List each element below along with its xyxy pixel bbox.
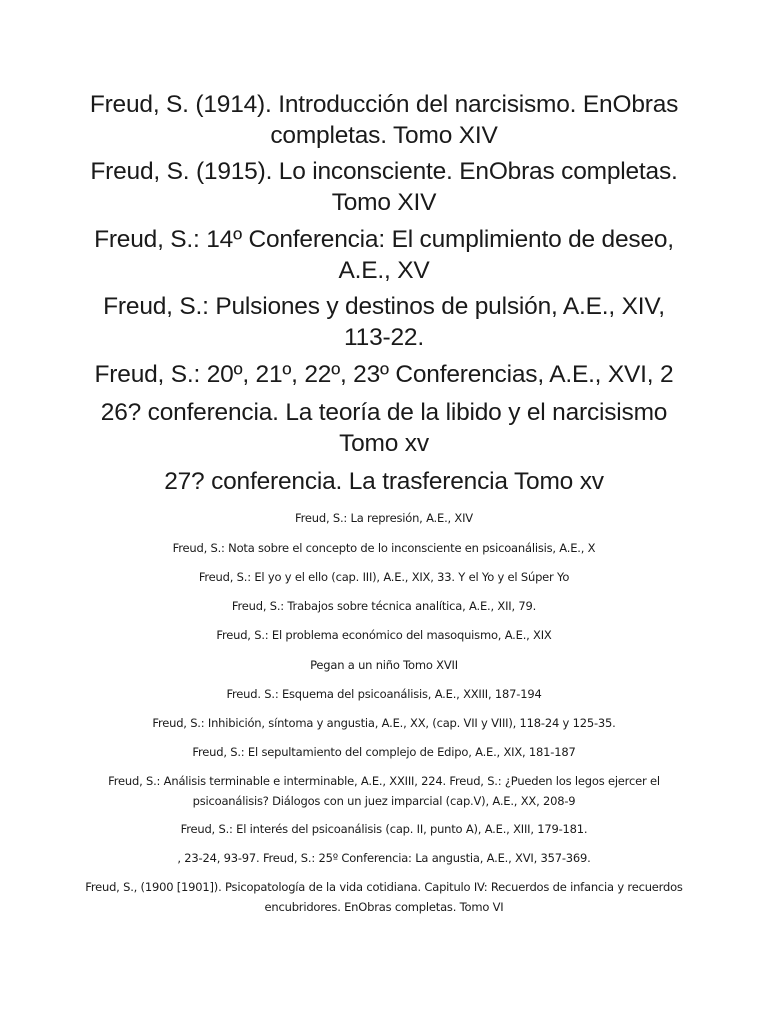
reference-entry: Freud, S.: Nota sobre el concepto de lo inconsciente en psicoanálisis, A.E., X: [172, 541, 596, 555]
reference-entry: Freud, S.: El yo y el ello (cap. III), A.E., XIX, 33. Y el Yo y el Súper Yo: [198, 570, 570, 584]
reference-entry: Freud, S.: El sepultamiento del complejo de Edipo, A.E., XIX, 181-187: [192, 745, 576, 759]
reference-entry: Freud, S.: Pulsiones y destinos de pulsión, A.E., XIV, 113-22.: [103, 293, 665, 351]
reference-entry: , 23-24, 93-97. Freud, S.: 25º Conferencia: La angustia, A.E., XVI, 357-369.: [177, 851, 591, 865]
reference-entry: Freud, S., (1900 [1901]). Psicopatología de la vida cotidiana. Capitulo IV: Recuerdos de infancia y recuerdos encubridores. EnObras completas. Tomo VI: [85, 880, 683, 914]
reference-entry: Freud, S.: El problema económico del masoquismo, A.E., XIX: [216, 628, 552, 642]
reference-entry: Freud, S. (1914). Introducción del narcisismo. EnObras completas. Tomo XIV: [89, 91, 679, 149]
reference-entry: Freud. S.: Esquema del psicoanálisis, A.E., XXIII, 187-194: [226, 687, 542, 701]
reference-entry: Freud, S.: 20º, 21º, 22º, 23º Conferencias, A.E., XVI, 2: [94, 361, 674, 388]
reference-entry: Freud, S. (1915). Lo inconsciente. EnObras completas. Tomo XIV: [90, 158, 678, 216]
reference-entry: Freud, S.: El interés del psicoanálisis (cap. II, punto A), A.E., XIII, 179-181.: [180, 822, 588, 836]
reference-entry: Freud, S.: Trabajos sobre técnica analítica, A.E., XII, 79.: [231, 599, 537, 613]
reference-entry: 26? conferencia. La teoría de la libido y el narcisismo Tomo xv: [100, 399, 668, 457]
reference-entry: Freud, S.: 14º Conferencia: El cumplimiento de deseo, A.E., XV: [94, 226, 674, 284]
reference-entry: Freud, S.: La represión, A.E., XIV: [295, 511, 473, 525]
reference-entry: 27? conferencia. La trasferencia Tomo xv: [164, 468, 604, 495]
reference-entry: Freud, S.: Análisis terminable e interminable, A.E., XXIII, 224. Freud, S.: ¿Pueden los legos ejercer el psicoanálisis? Diálogos con un juez imparcial (cap.V), A.E., XX, 208-9: [108, 774, 660, 808]
reference-entry: Freud, S.: Inhibición, síntoma y angustia, A.E., XX, (cap. VII y VIII), 118-24 y 125-35.: [152, 716, 616, 730]
reference-entry: Pegan a un niño Tomo XVII: [310, 658, 458, 672]
